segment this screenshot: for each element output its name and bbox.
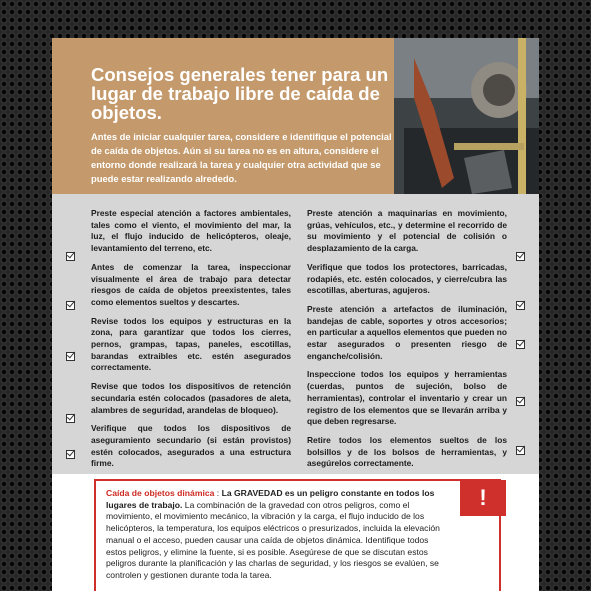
checkbox-icon bbox=[516, 252, 525, 261]
page-title: Consejos generales tener para un lugar de trabajo libre de caída de objetos. bbox=[91, 64, 389, 123]
left-tips-column bbox=[91, 208, 291, 477]
tip-item: Verifique que todos los dispositivos de aseguramiento secundario (si están provistos) estén colocados, asegurados a una estructura firme. bbox=[91, 423, 291, 469]
tip-item: Revise todos los equipos y estructuras en la zona, para garantizar que todos los cierres, pernos, grampas, tapas, paneles, escotillas, barandas extraibles etc. estén asegurados correctamente. bbox=[91, 315, 291, 373]
worker-photo bbox=[394, 38, 539, 194]
header-banner bbox=[52, 38, 539, 194]
checkbox-icon bbox=[66, 352, 75, 361]
checkbox-icon bbox=[66, 414, 75, 423]
alert-emphasis: La GRAVEDAD es un peligro constante en todos los lugares de trabajo. bbox=[106, 488, 435, 510]
alert-body-text: La combinación de la gravedad con otros peligros, como el movimiento, el movimiento mecánico, la vibración y la carga, el flujo inducido de los helicópteros, la temperatura, los equipos eléctricos o presurizados, incluida la elevación manual o el acceso, pueden causar una caída de objetos dinámica. Identifique todos estos peligros, y elimine la fuente, si es posible. Asegúrese de que se discutan estos peligros durante la planificación y las charlas de seguridad, y los riesgos se evalúen, se controlen y gestionen durante toda la tarea. bbox=[106, 499, 440, 580]
tip-item: Preste atención a maquinarias en movimiento, grúas, vehículos, etc., y determine el recorrido de su movimiento y el potencial de colisión o desplazamiento de la carga. bbox=[307, 208, 507, 254]
warning-exclamation-icon: ! bbox=[460, 480, 506, 516]
alert-heading: Caída de objetos dinámica bbox=[106, 488, 215, 498]
document-sheet bbox=[52, 38, 539, 591]
tip-item: Inspeccione todos los equipos y herramientas (cuerdas, puntos de sujeción, bolso de herramientas), controlar el inventario y crear un registro de los elementos que se llevarán arriba y que deben regresarse. bbox=[307, 369, 507, 427]
tip-item: Preste atención a artefactos de iluminación, bandejas de cable, soportes y otros accesorios; en particular a aquellos elementos que pueden no estar asegurados o presenten riesgo de enganche/colisión. bbox=[307, 303, 507, 361]
alert-separator: : bbox=[214, 488, 222, 498]
dynamic-falling-objects-alert bbox=[94, 479, 501, 591]
checkbox-icon bbox=[516, 397, 525, 406]
intro-text: Antes de iniciar cualquier tarea, considere e identifique el potencial de caída de objetos. Aún si su tarea no es en altura, considere el entorno donde realizará la tarea y cualquier otra actividad que se puede estar realizando alrededo. bbox=[91, 131, 392, 184]
checkbox-icon bbox=[66, 450, 75, 459]
worker-photo-illustration bbox=[394, 38, 539, 194]
checkbox-icon bbox=[66, 252, 75, 261]
checkbox-icon bbox=[516, 340, 525, 349]
checkbox-icon bbox=[516, 446, 525, 455]
checkbox-icon bbox=[516, 301, 525, 310]
tips-section bbox=[52, 194, 539, 474]
tip-item: Preste especial atención a factores ambientales, tales como el viento, el movimiento del mar, la luz, el flujo inducido de helicópteros, oleaje, levantamiento del terreno, etc. bbox=[91, 208, 291, 254]
checkbox-icon bbox=[66, 301, 75, 310]
tip-item: Retire todos los elementos sueltos de los bolsillos y de los bolsos de herramientas, y asegúrelos correctamente. bbox=[307, 434, 507, 469]
tip-item: Verifique que todos los protectores, barricadas, rodapiés, etc. estén colocados, y cierre/cubra las escotillas, aberturas, agujeros. bbox=[307, 261, 507, 296]
alert-text bbox=[106, 488, 446, 582]
tip-item: Antes de comenzar la tarea, inspeccionar visualmente el área de trabajo para detectar riesgos de caída de objetos preexistentes, tales como elementos sueltos y descartes. bbox=[91, 261, 291, 307]
tip-item: Revise que todos los dispositivos de retención secundaria estén colocados (pasadores de aleta, alambres de seguridad, arandelas de bloqueo). bbox=[91, 381, 291, 415]
right-tips-column bbox=[307, 208, 507, 477]
